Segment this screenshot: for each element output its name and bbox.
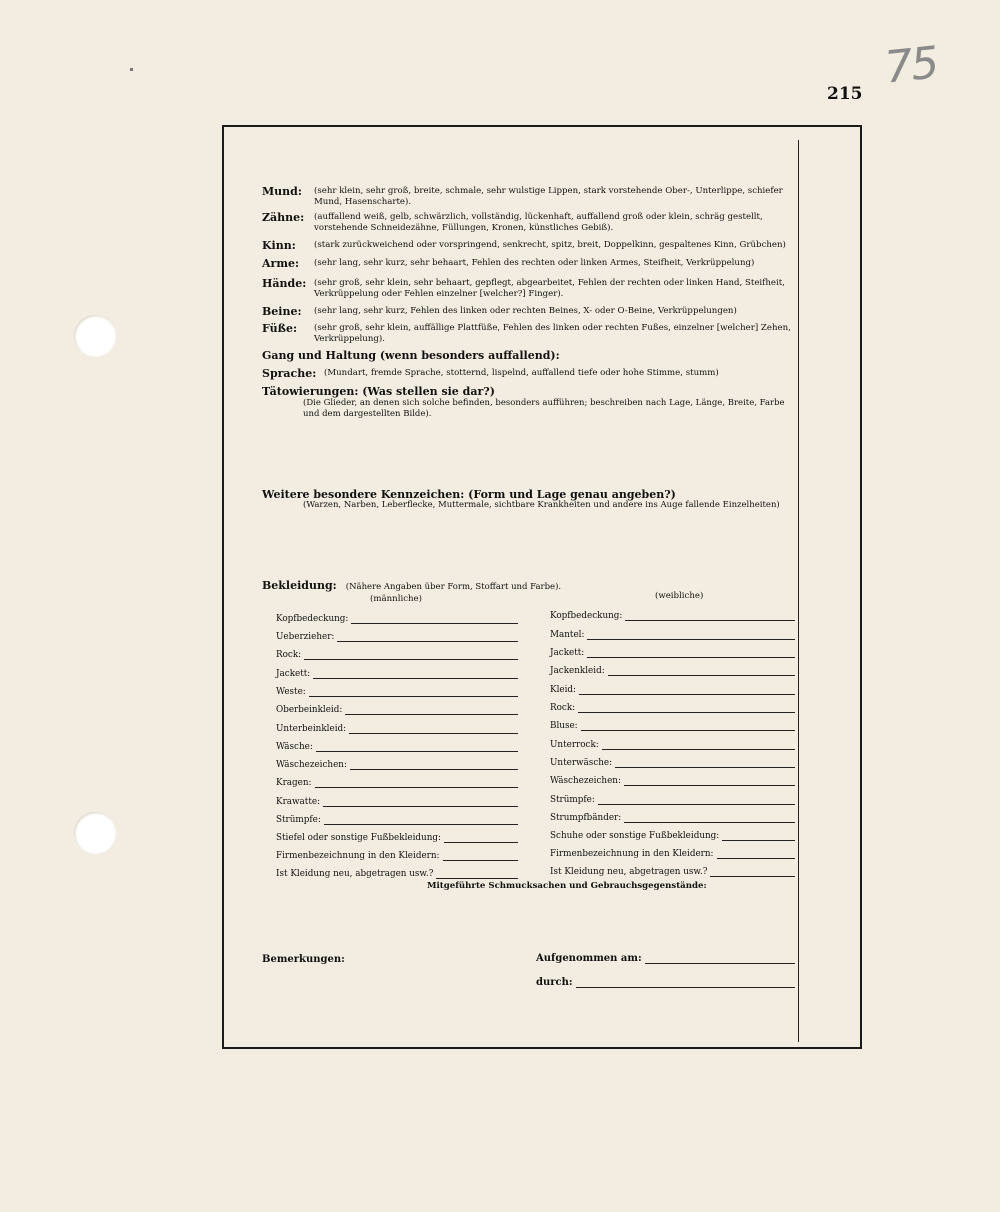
feature-desc: (sehr klein, sehr groß, breite, schmale, sehr wulstige Lippen, stark vorstehende Ober-, Unterlippe, schiefer Mund, Hasenscharte).	[314, 186, 783, 207]
female-field[interactable]	[550, 648, 795, 658]
male-field-condition[interactable]	[276, 869, 518, 879]
field-line	[587, 631, 795, 640]
feature-kinn	[262, 240, 797, 251]
field-label: Schuhe oder sonstige Fußbekleidung:	[550, 831, 720, 841]
aufgenommen-field[interactable]	[536, 953, 795, 964]
field-line	[576, 979, 795, 988]
male-field[interactable]	[276, 650, 518, 660]
female-field[interactable]	[550, 849, 795, 859]
field-label: Ueberzieher:	[276, 632, 335, 642]
female-field[interactable]	[550, 831, 795, 841]
field-line	[315, 779, 519, 788]
field-line	[337, 633, 518, 642]
field-label: Strümpfe:	[276, 815, 321, 825]
bekleidung-label: Bekleidung:	[262, 579, 337, 592]
feature-fuesse	[262, 323, 797, 345]
bekleidung-desc: (Nähere Angaben über Form, Stoffart und Farbe).	[345, 582, 562, 592]
female-field[interactable]	[550, 611, 795, 621]
field-line	[444, 834, 518, 843]
male-field[interactable]	[276, 815, 518, 825]
field-line	[645, 955, 795, 964]
male-field[interactable]	[276, 742, 518, 752]
field-line	[624, 814, 795, 823]
field-line	[309, 688, 518, 697]
field-label: Krawatte:	[276, 797, 321, 807]
feature-desc: (sehr groß, sehr klein, auffällige Plattfüße, Fehlen des linken oder rechten Fußes, einzelner [welcher] Zehen, Verkrüppelung).	[314, 323, 791, 344]
field-label: Kopfbedeckung:	[276, 614, 349, 624]
page-number: 215	[827, 84, 863, 104]
field-line	[602, 741, 795, 750]
sprache	[262, 368, 797, 379]
weibliche-label: (weibliche)	[655, 591, 704, 601]
feature-desc: (auffallend weiß, gelb, schwärzlich, vollständig, lückenhaft, auffallend groß oder klein, schräg gestellt, vorstehende Schneidezähne, Füllungen, Kronen, künstliches Gebiß).	[314, 212, 763, 233]
field-label: Kopfbedeckung:	[550, 611, 623, 621]
field-line	[304, 651, 518, 660]
sprache-desc: (Mundart, fremde Sprache, stotternd, lispelnd, auffallend tiefe oder hohe Stimme, stumm)	[324, 368, 719, 378]
schmuck-label: Mitgeführte Schmucksachen und Gebrauchsgegenstände:	[427, 881, 707, 891]
feature-arme	[262, 258, 797, 269]
male-field[interactable]	[276, 797, 518, 807]
field-line	[351, 615, 518, 624]
field-line	[348, 957, 502, 965]
handwritten-number: 75	[882, 37, 940, 94]
field-label: Kragen:	[276, 778, 312, 788]
feature-term: Füße:	[262, 322, 298, 335]
sprache-term: Sprache:	[262, 367, 317, 380]
field-line	[443, 852, 519, 861]
field-label: Unterbeinkleid:	[276, 724, 347, 734]
field-label: Bluse:	[550, 721, 578, 731]
field-line	[581, 722, 795, 731]
field-label: Jackett:	[550, 648, 585, 658]
punch-hole-top	[74, 315, 116, 357]
field-label: Firmenbezeichnung in den Kleidern:	[550, 849, 714, 859]
field-label: Rock:	[276, 650, 302, 660]
field-line	[625, 612, 795, 621]
maennliche-label: (männliche)	[370, 594, 422, 604]
female-field[interactable]	[550, 685, 795, 695]
durch-field[interactable]	[536, 977, 795, 988]
field-line	[436, 870, 518, 879]
field-label: Unterwäsche:	[550, 758, 613, 768]
female-field[interactable]	[550, 630, 795, 640]
field-line	[578, 704, 795, 713]
field-line	[710, 868, 795, 877]
field-label: Ist Kleidung neu, abgetragen usw.?	[276, 869, 434, 879]
field-line	[608, 667, 795, 676]
bemerkungen-field[interactable]	[262, 954, 502, 965]
bemerkungen-label: Bemerkungen:	[262, 954, 345, 965]
female-field[interactable]	[550, 666, 795, 676]
feature-desc: (stark zurückweichend oder vorspringend, senkrecht, spitz, breit, Doppelkinn, gespaltenes Kinn, Grübchen)	[314, 240, 786, 250]
field-line	[324, 816, 518, 825]
field-label: Unterrock:	[550, 740, 599, 750]
feature-term: Zähne:	[262, 211, 305, 224]
gang-heading: Gang und Haltung (wenn besonders auffallend):	[262, 349, 560, 362]
male-field[interactable]	[276, 851, 518, 861]
field-label: Ist Kleidung neu, abgetragen usw.?	[550, 867, 708, 877]
feature-desc: (sehr lang, sehr kurz, sehr behaart, Fehlen des rechten oder linken Armes, Steifheit, Verkrüppelung)	[314, 258, 755, 268]
field-line	[313, 670, 518, 679]
female-field[interactable]	[550, 758, 795, 768]
frame-inner-line	[798, 140, 799, 1042]
field-line	[587, 649, 795, 658]
weitere-heading: Weitere besondere Kennzeichen: (Form und Lage genau angeben?)	[262, 488, 676, 501]
field-label: Mantel:	[550, 630, 585, 640]
field-label: Strumpfbänder:	[550, 813, 622, 823]
feature-beine	[262, 306, 797, 317]
field-label: Stiefel oder sonstige Fußbekleidung:	[276, 833, 441, 843]
female-field-condition[interactable]	[550, 867, 795, 877]
female-field[interactable]	[550, 740, 795, 750]
field-line	[350, 761, 518, 770]
field-line	[598, 796, 795, 805]
field-label: Rock:	[550, 703, 576, 713]
field-line	[316, 743, 518, 752]
field-line	[717, 850, 796, 859]
feature-term: Hände:	[262, 277, 307, 290]
feature-desc: (sehr lang, sehr kurz, Fehlen des linken oder rechten Beines, X- oder O-Beine, Verkrüppelungen)	[314, 306, 737, 316]
male-field[interactable]	[276, 705, 518, 715]
male-field[interactable]	[276, 724, 518, 734]
field-label: Wäsche:	[276, 742, 313, 752]
male-field[interactable]	[276, 778, 518, 788]
feature-desc: (sehr groß, sehr klein, sehr behaart, gepflegt, abgearbeitet, Fehlen der rechten oder linken Hand, Steifheit, Verkrüppelung oder Fehlen einzelner [welcher?] Finger).	[314, 278, 785, 299]
margin-mark	[130, 68, 133, 71]
field-label: Strümpfe:	[550, 795, 595, 805]
male-field[interactable]	[276, 760, 518, 770]
female-field[interactable]	[550, 776, 795, 786]
male-field[interactable]	[276, 669, 518, 679]
female-field[interactable]	[550, 721, 795, 731]
field-line	[615, 759, 795, 768]
female-field[interactable]	[550, 813, 795, 823]
field-label: Wäschezeichen:	[550, 776, 621, 786]
field-label: Kleid:	[550, 685, 576, 695]
feature-haende	[262, 278, 797, 300]
weitere-desc: (Warzen, Narben, Leberflecke, Muttermale, sichtbare Krankheiten und andere ins Auge fallende Einzelheiten)	[303, 500, 780, 510]
field-label: Weste:	[276, 687, 306, 697]
male-field[interactable]	[276, 614, 518, 624]
field-label: Firmenbezeichnung in den Kleidern:	[276, 851, 440, 861]
male-field[interactable]	[276, 632, 518, 642]
feature-term: Arme:	[262, 257, 300, 270]
field-label: Oberbeinkleid:	[276, 705, 343, 715]
feature-mund	[262, 186, 797, 208]
taetowierungen-desc: (Die Glieder, an denen sich solche befinden, besonders aufführen; beschreiben nach Lage, Länge, Breite, Farbe und dem dargestellten Bilde).	[303, 398, 785, 419]
field-line	[722, 832, 795, 841]
field-label: Wäschezeichen:	[276, 760, 347, 770]
punch-hole-bottom	[74, 812, 116, 854]
field-line	[349, 725, 518, 734]
field-label: Jackett:	[276, 669, 311, 679]
field-label: Jackenkleid:	[550, 666, 605, 676]
aufgenommen-label: Aufgenommen am:	[536, 953, 642, 964]
bekleidung-heading	[262, 580, 797, 593]
feature-term: Beine:	[262, 305, 302, 318]
field-line	[345, 706, 518, 715]
male-field[interactable]	[276, 687, 518, 697]
feature-term: Kinn:	[262, 239, 296, 252]
feature-term: Mund:	[262, 185, 302, 198]
feature-zaehne	[262, 212, 797, 234]
durch-label: durch:	[536, 977, 573, 988]
taetowierungen-heading: Tätowierungen: (Was stellen sie dar?)	[262, 385, 495, 398]
female-field[interactable]	[550, 703, 795, 713]
male-field[interactable]	[276, 833, 518, 843]
field-line	[624, 777, 795, 786]
field-line	[323, 798, 518, 807]
female-field[interactable]	[550, 795, 795, 805]
field-line	[579, 686, 795, 695]
